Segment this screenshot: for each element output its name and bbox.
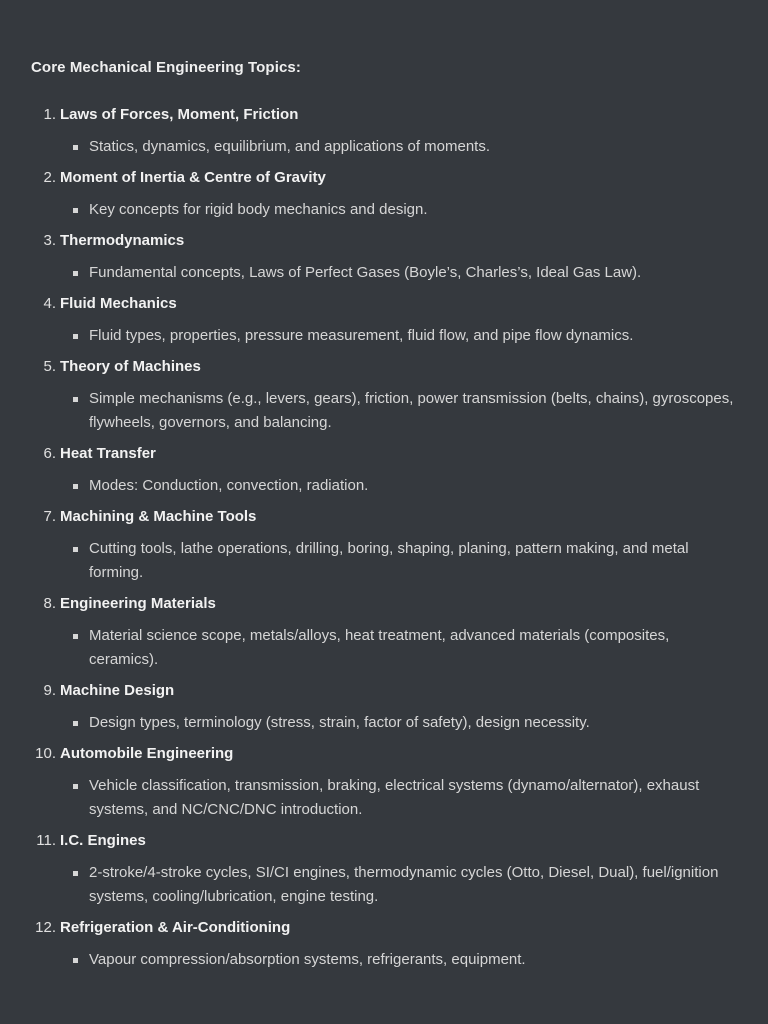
square-bullet-icon <box>73 271 78 276</box>
topic-number: 8. <box>43 595 56 612</box>
topic-row <box>0 230 768 252</box>
subtopic-item <box>0 135 768 159</box>
subtopic-text: Fluid types, properties, pressure measurement, fluid flow, and pipe flow dynamics. <box>89 327 634 344</box>
square-bullet-icon <box>73 871 78 876</box>
subtopic-list <box>0 474 768 498</box>
topic-item <box>0 830 768 909</box>
subtopic-list <box>0 387 768 435</box>
topic-row <box>0 917 768 939</box>
topic-title: I.C. Engines <box>60 832 146 849</box>
subtopic-text: Vehicle classification, transmission, braking, electrical systems (dynamo/alternator), exhaust systems, and NC/CNC/DNC introduction. <box>89 777 700 818</box>
square-bullet-icon <box>73 484 78 489</box>
square-bullet-icon <box>73 334 78 339</box>
square-bullet-icon <box>73 634 78 639</box>
subtopic-text: Simple mechanisms (e.g., levers, gears), friction, power transmission (belts, chains), gyroscopes, flywheels, governors, and balancing. <box>89 390 734 431</box>
topic-item <box>0 167 768 222</box>
topic-item <box>0 356 768 435</box>
topic-title: Machining & Machine Tools <box>60 508 257 525</box>
topic-title: Fluid Mechanics <box>60 295 177 312</box>
topic-number: 6. <box>43 445 56 462</box>
topic-number: 5. <box>43 358 56 375</box>
subtopic-list <box>0 774 768 822</box>
topic-item <box>0 230 768 285</box>
topic-title: Laws of Forces, Moment, Friction <box>60 106 299 123</box>
subtopic-item <box>0 474 768 498</box>
subtopic-list <box>0 324 768 348</box>
topic-row <box>0 356 768 378</box>
subtopic-list <box>0 198 768 222</box>
topic-number: 10. <box>35 745 56 762</box>
subtopic-text: Statics, dynamics, equilibrium, and applications of moments. <box>89 138 491 155</box>
topic-title: Thermodynamics <box>60 232 185 249</box>
topic-number: 1. <box>43 106 56 123</box>
square-bullet-icon <box>73 397 78 402</box>
topic-number: 4. <box>43 295 56 312</box>
topic-number: 2. <box>43 169 56 186</box>
subtopic-text: 2-stroke/4-stroke cycles, SI/CI engines, thermodynamic cycles (Otto, Diesel, Dual), fuel/ignition systems, cooling/lubrication, engine testing. <box>89 864 719 905</box>
topic-row <box>0 293 768 315</box>
subtopic-list <box>0 261 768 285</box>
subtopic-item <box>0 948 768 972</box>
topic-item <box>0 743 768 822</box>
subtopic-text: Vapour compression/absorption systems, refrigerants, equipment. <box>89 951 526 968</box>
subtopic-text: Key concepts for rigid body mechanics and design. <box>89 201 428 218</box>
square-bullet-icon <box>73 721 78 726</box>
topic-item <box>0 443 768 498</box>
topic-item <box>0 293 768 348</box>
topic-item <box>0 680 768 735</box>
subtopic-item <box>0 261 768 285</box>
subtopic-item <box>0 624 768 672</box>
topics-list <box>0 104 768 980</box>
subtopic-item <box>0 198 768 222</box>
subtopic-list <box>0 711 768 735</box>
topic-item <box>0 104 768 159</box>
subtopic-text: Design types, terminology (stress, strain, factor of safety), design necessity. <box>89 714 590 731</box>
topic-title: Machine Design <box>60 682 175 699</box>
topic-title: Theory of Machines <box>60 358 201 375</box>
topic-row <box>0 830 768 852</box>
square-bullet-icon <box>73 145 78 150</box>
page-heading: Core Mechanical Engineering Topics: <box>31 59 301 76</box>
subtopic-item <box>0 387 768 435</box>
square-bullet-icon <box>73 958 78 963</box>
subtopic-list <box>0 948 768 972</box>
subtopic-list <box>0 537 768 585</box>
subtopic-list <box>0 624 768 672</box>
subtopic-text: Fundamental concepts, Laws of Perfect Gases (Boyle’s, Charles’s, Ideal Gas Law). <box>89 264 642 281</box>
topic-row <box>0 443 768 465</box>
subtopic-item <box>0 711 768 735</box>
square-bullet-icon <box>73 208 78 213</box>
topic-title: Automobile Engineering <box>60 745 234 762</box>
topic-row <box>0 593 768 615</box>
subtopic-text: Cutting tools, lathe operations, drilling, boring, shaping, planing, pattern making, and metal forming. <box>89 540 689 581</box>
topic-item <box>0 593 768 672</box>
subtopic-list <box>0 861 768 909</box>
topic-row <box>0 743 768 765</box>
topic-row <box>0 104 768 126</box>
topic-row <box>0 167 768 189</box>
topic-title: Moment of Inertia & Centre of Gravity <box>60 169 326 186</box>
subtopic-item <box>0 774 768 822</box>
topic-row <box>0 506 768 528</box>
topic-number: 11. <box>36 832 56 849</box>
topic-number: 9. <box>43 682 56 699</box>
subtopic-item <box>0 861 768 909</box>
topic-item <box>0 506 768 585</box>
subtopic-list <box>0 135 768 159</box>
subtopic-text: Modes: Conduction, convection, radiation. <box>89 477 369 494</box>
topic-number: 3. <box>43 232 56 249</box>
subtopic-item <box>0 324 768 348</box>
square-bullet-icon <box>73 784 78 789</box>
subtopic-text: Material science scope, metals/alloys, heat treatment, advanced materials (composites, ceramics). <box>89 627 670 668</box>
subtopic-item <box>0 537 768 585</box>
topic-number: 7. <box>43 508 56 525</box>
topic-row <box>0 680 768 702</box>
topic-number: 12. <box>35 919 56 936</box>
square-bullet-icon <box>73 547 78 552</box>
topic-item <box>0 917 768 972</box>
topic-title: Refrigeration & Air-Conditioning <box>60 919 291 936</box>
topic-title: Engineering Materials <box>60 595 216 612</box>
topic-title: Heat Transfer <box>60 445 156 462</box>
